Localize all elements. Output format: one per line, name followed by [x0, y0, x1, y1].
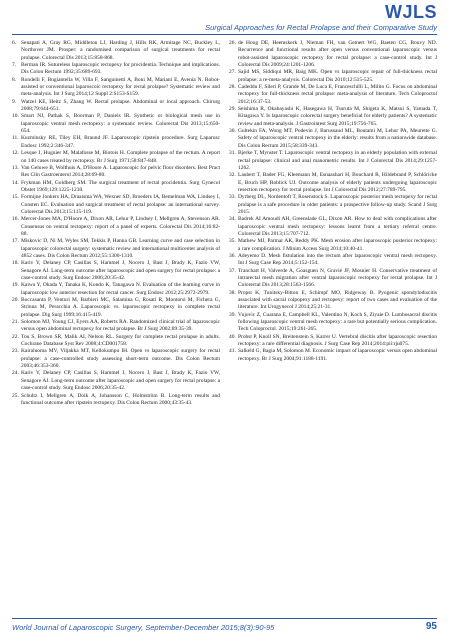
reference-item — [229, 128, 437, 150]
reference-text: Rondelli F, Bugiantella W, Villa F, Sanguinetti A, Boni M, Mariani E, Avenia N. Robot-assisted or conventional laparoscoic rectopexy for rectal prolapse? Systematic review and meta-analysis. Int J Surg 2014;12 Suppl 2:S153-S159. — [21, 76, 220, 98]
reference-text: Propst K, Tunitsky-Bitton E, Schimpf MO, Ridgeway B. Pyogenic spondylodiscitis associated with sacral colpopexy and rectopexy: report of two cases and evaluation of the literature. Int Urogynecol J 2014;25:21-31. — [238, 289, 437, 311]
reference-text: Mercer-Jones MA, D'Hoore A, Dixon AR, Lehur P, Lindsey I, Mellgren A, Stevenson AR. Consensus on ventral rectopexy: report of a panel of experts. Colorectal Dis 2014;16:82-88. — [21, 216, 220, 237]
reference-number: 21. — [12, 319, 19, 326]
reference-item — [12, 180, 220, 195]
reference-item — [229, 216, 437, 238]
running-title: Surgical Approaches for Rectal Prolapse and their Comparative Study — [205, 23, 437, 32]
reference-text: Schultz I, Mellgren A, Dolk A, Johansson C, Holmström B. Long-term results and functional outcome after ripstein rectopexy. Dis Colon Rectum 2000;43:35-43. — [21, 392, 220, 406]
reference-number: 33. — [229, 194, 236, 201]
reference-number: 40. — [229, 333, 236, 340]
reference-number: 12. — [12, 150, 19, 157]
reference-item — [12, 348, 220, 370]
reference-text: Laubert T, Bader FG, Kleemann M, Esnaashari H, Bouchard R, Hildebrand P, Schlöricke E, Bruch HP, Roblick UJ. Outcome analysis of elderly patients undergoing laparoscopic resection rectopexy for rectal prolapse. Int J Colorectal Dis 2012;27:789-795. — [238, 172, 437, 193]
reference-number: 32. — [229, 172, 236, 179]
reference-number: 15. — [12, 194, 19, 201]
reference-number: 39. — [229, 311, 236, 318]
reference-text: Smart NJ, Pathak S, Boorman P, Daniels IR. Synthetic or biological mesh use in laparoscopic ventral mesh rectopexy: a systematic review. Colorectal Dis 2013;15:650-654. — [21, 113, 220, 135]
reference-item — [229, 312, 437, 334]
reference-number: 13. — [12, 164, 19, 171]
footer-rule — [12, 618, 437, 619]
reference-text: Van Geluwe B, Wolthuis A, D'Hoore A. Laparoscopic for pelvic floor disorders. Best Pract Res Clin Gastroenterol 2014;28:69-80. — [21, 164, 220, 179]
reference-item — [229, 290, 437, 312]
reference-item — [229, 334, 437, 349]
reference-item — [229, 106, 437, 128]
reference-number: 16. — [12, 216, 19, 223]
reference-item — [12, 319, 220, 334]
reference-text: Seishima R, Okabayashi K, Hasegawa H, Tsuruta M, Shigeta K, Matsui S, Yamada T, Kitagawa Y. Is laparoscopic colorectal surgery beneficial for elderly patients? A systematic review and meta-analysis. J Gastrointest Surg 2015;19:756-765. — [238, 106, 437, 127]
reference-text: Miskovic D, Ni M, Wyles SM, Tekkis P, Hanna GB. Learning curve and case selection in laparoscopic colorectal surgery: systematic review and international multicenter analysis of 4852 cases. Dis Colon Rectum 2012;55:1300-1310. — [21, 238, 220, 259]
reference-item — [12, 297, 220, 319]
reference-text: Senapati A, Gray RG, Middleton LJ, Harding J, Hills RK, Armitage NC, Buckley L, Northover JM. Prosper: a randomised comparison of surgical treatments for rectal prolapse. Colorectal Dis 2013;15:858-868. — [21, 40, 220, 61]
reference-text: Probst P, Knoll SN, Breitenstein S, Karrer U. Vertebral discitis after laparoscopic resection rectopexy: a rare differential diagnosis. J Surg Case Rep 2014;2014:pii:rju075. — [238, 333, 437, 348]
reference-text: Frykman HM, Goldberg SM. The surgical treatment of rectal procidentia. Surg Gynecol Obstet 1969;129:1225-1230. — [21, 179, 220, 193]
reference-number: 17. — [12, 238, 19, 245]
reference-item — [229, 84, 437, 106]
reference-number: 18. — [12, 260, 19, 267]
reference-item — [12, 334, 220, 349]
page-footer — [0, 618, 449, 640]
reference-text: Kariv Y, Delaney CP, Casillas S, Hammel J, Nocero J, Bast J, Brady K, Fazio VW, Senagore AJ. Long-term outcome after laparoscopic and open surgery for rectal prolapse: a case-control study. Surg Endosc 2006;20:35-42. — [21, 260, 220, 281]
reference-item — [229, 40, 437, 69]
reference-text: Dyrberg DL, Nordentoft T, Rosenstock S. Laparoscopic posterior mesh rectopexy for rectal prolapse is a safe procedure in older patients: a prospective follow-up study. Scand J Surg 2015. — [238, 194, 438, 215]
reference-item — [12, 62, 220, 77]
reference-text: Solomon MJ, Young CJ, Eyers AA, Roberts RA. Randomized clinical trial of laparoscopic versus open abdominal rectopexy for rectal prolapse. Br J Surg 2002;89:35-39. — [21, 319, 220, 333]
journal-citation: World Journal of Laparoscopic Surgery, September-December 2015;8(3):90-95 — [12, 623, 275, 632]
reference-text: Sajid MS, Siddiqui MR, Baig MK. Open vs laparoscopic repair of full-thickness rectal prolapse: a re-meta-analysis. Colorectal Dis 2010;12:515-525. — [238, 69, 437, 83]
reference-text: Berman IR. Sutureless laparoscopic rectopexy for procidentia. Technique and implications. Dis Colon Rectum 1992;35:689-693. — [21, 62, 220, 76]
reference-item — [229, 268, 437, 290]
reference-text: Lesque J, Huguier M, Malafosse M, Biotois H. Complete prolapse of the rectum. A report on 140 cases treated by rectopexy. Br J Surg 1971;58:847-848. — [21, 150, 220, 164]
reference-text: Kairaluoma MV, Viljakka MT, Kellokumpu IH. Open vs laparoscopic surgery for rectal prolapse: a case-controlled study assessing short-term outcome. Dis Colon Rectum 2003;46:353-360. — [21, 348, 220, 370]
reference-item — [12, 113, 220, 135]
journal-logo: WJLS — [384, 2, 437, 22]
reference-text: Bjerke T, Mynster T. Laparoscopic ventral rectopexy in an elderly population with external rectal prolapse: clinical and anal manometric results. Int J Colorectal Dis 2014;29:1257-1262. — [238, 150, 437, 171]
reference-text: Mathew MJ, Parmar AK, Reddy PK. Mesh erosion after laparoscopic posterior rectopexy: a rare complication. J Minim Access Surg 2014;10:40-41. — [238, 238, 437, 252]
reference-item — [229, 172, 437, 194]
reference-number: 22. — [12, 333, 19, 340]
reference-item — [229, 253, 437, 268]
reference-text: Badrek AI Amoudi AH, Greenslade GL, Dixon AR. How to deal with complications after laparoscopic ventral mesh rectopexy: lessons learnt from a tertiary referral centre. Colorectal Dis 2013;15:707-712. — [238, 216, 437, 237]
reference-number: 34. — [229, 216, 236, 223]
reference-number: 28. — [229, 84, 236, 91]
reference-item — [12, 165, 220, 180]
header-rule — [12, 34, 437, 35]
page-header — [0, 0, 449, 40]
reference-number: 25. — [12, 392, 19, 399]
reference-number: 23. — [12, 348, 19, 355]
reference-item — [12, 77, 220, 99]
reference-number: 19. — [12, 282, 19, 289]
reference-number: 9. — [12, 98, 17, 105]
reference-number: 8. — [12, 76, 17, 83]
reference-text: de Hoog DE, Heemskerk J, Nieman FH, van Gemert WG, Baeten CG, Bouvy ND. Recurrence and functional results after open versus conventional laparoscopic versus robot-assisted laparoscopic rectopexy for rectal prolapse: a case-control study. Int J Colorectal Dis 2009;24:1201-1206. — [238, 40, 437, 69]
reference-text: Salkeld G, Bagia M, Solomon M. Economic impact of laparoscopic versus open abdominal rectopexy. Br J Surg 2004;91:1188-1191. — [238, 348, 437, 362]
reference-text: Kuzminsky RE, Tiley EH, Braund JF. Laparoscopic ripstein procedure. Surg Laparosc Endosc 1992;2:346-347. — [21, 135, 220, 149]
reference-text: Tou S, Brown SR, Malik AI, Nelson RL. Surgery for complete rectal prolapse in adults. Cochrane Database Syst Rev 2008;4:CD001758. — [21, 333, 220, 348]
reference-number: 30. — [229, 128, 236, 135]
reference-number: 37. — [229, 267, 236, 274]
reference-item — [12, 238, 220, 260]
reference-item — [12, 150, 220, 165]
reference-item — [12, 40, 220, 62]
reference-number: 6. — [12, 40, 17, 46]
reference-item — [12, 135, 220, 150]
reference-number: 26. — [229, 40, 236, 46]
reference-number: 29. — [229, 106, 236, 113]
reference-item — [12, 393, 220, 408]
reference-item — [12, 370, 220, 392]
reference-number: 41. — [229, 348, 236, 355]
reference-number: 7. — [12, 62, 17, 69]
reference-item — [229, 150, 437, 172]
reference-text: Cadeddu F, Sileri P, Grande M, De Luca E, Franceschilli L, Milito G. Focus on abdominal rectopexy for full-thickness rectal prolapse: meta-analysis of literature. Tech Coloproctol 2012;16:37-53. — [238, 84, 437, 105]
reference-number: 36. — [229, 252, 236, 259]
reference-number: 10. — [12, 113, 19, 120]
page-number: 95 — [425, 621, 437, 632]
reference-text: Kariv Y, Delaney CP, Casillas S, Hammel J, Nocero J, Bast J, Brady K, Fazio VW, Senagore AJ. Long-term outcome after laparoscopic and open surgery for rectal prolapse: a case-control study. Surg Endosc 2006;20:35-42. — [21, 370, 220, 392]
reference-item — [12, 260, 220, 282]
reference-number: 35. — [229, 238, 236, 245]
reference-item — [229, 69, 437, 84]
reference-number: 31. — [229, 150, 236, 157]
reference-item — [12, 216, 220, 238]
references-column-left — [12, 40, 220, 407]
reference-text: Tranchart H, Valverde A, Goasguen N, Gravié JF, Mosnier H. Conservative treatment of intrarectal mesh migration after ventral laparoscopic rectopexy for rectal prolapse. Int J Colorectal Dis 2013;28:1563-1566. — [238, 267, 437, 289]
reference-text: Gultekin FA, Wong MT, Podevin J, Barussaud ML, Boutami M, Lehur PA, Meurette G. Safety of laparoscopic ventral rectopexy in the elderly: results from a nationwide database. Dis Colon Rectum 2015;58:339-343. — [238, 128, 437, 149]
reference-number: 24. — [12, 370, 19, 377]
reference-number: 38. — [229, 289, 236, 296]
references-column-right — [229, 40, 437, 363]
reference-item — [12, 282, 220, 297]
reference-text: Adeyemo D. Mesh fistulation into the rectum after laparoscopic ventral mesh rectopexy. Int J Surg Case Rep 2014;5:152-154. — [238, 252, 437, 267]
reference-number: 27. — [229, 69, 236, 76]
reference-item — [12, 194, 220, 216]
reference-text: Formijne Jonkers HA, Draaisma WA, Wexner SD, Broeders IA, Bemelman WA, Lindsey I, Consten EC. Evaluation and surgical treatment of rectal prolapse: an international survey. Colorectal Dis 2013;15:115-119. — [21, 194, 220, 215]
reference-text: Boccasanta P, Venturi M, Barbieri MC, Salamina G, Rosati R, Montorsi M, Fichera G, Strinna M, Peracchia A. Laparoscopic vs. laparoscopic rectopexy in complete rectal prolapse. Dig Surg 1999;16:415-419. — [21, 297, 220, 318]
reference-text: Vujovic Z, Cuarana E, Campbell KL, Valentino N, Koch S, Ziyaie D. Lumbosacral discitis following laparoscopic ventral mesh rectopexy: a rare but potentially serious complication. Tech Coloproctol. 2015;19:261-265. — [238, 311, 437, 333]
reference-number: 20. — [12, 297, 19, 304]
reference-text: Kaiwa Y, Okada Y, Tanaka K, Kondo K, Tanagawa N. Evaluation of the learning curve in laparoscopic low anterior resection for rectal cancer. Surg Endosc 2012;25:2972-2979. — [21, 282, 220, 296]
reference-item — [229, 194, 437, 216]
reference-item — [229, 348, 437, 363]
reference-item — [12, 99, 220, 114]
reference-item — [229, 238, 437, 253]
reference-text: Watzel KE, Heitz S, Zhang W. Rectal prolapse. Abdominal or local approach. Chirurg 2008;79:644-651. — [21, 98, 220, 113]
reference-number: 14. — [12, 179, 19, 186]
reference-number: 11. — [12, 135, 19, 142]
